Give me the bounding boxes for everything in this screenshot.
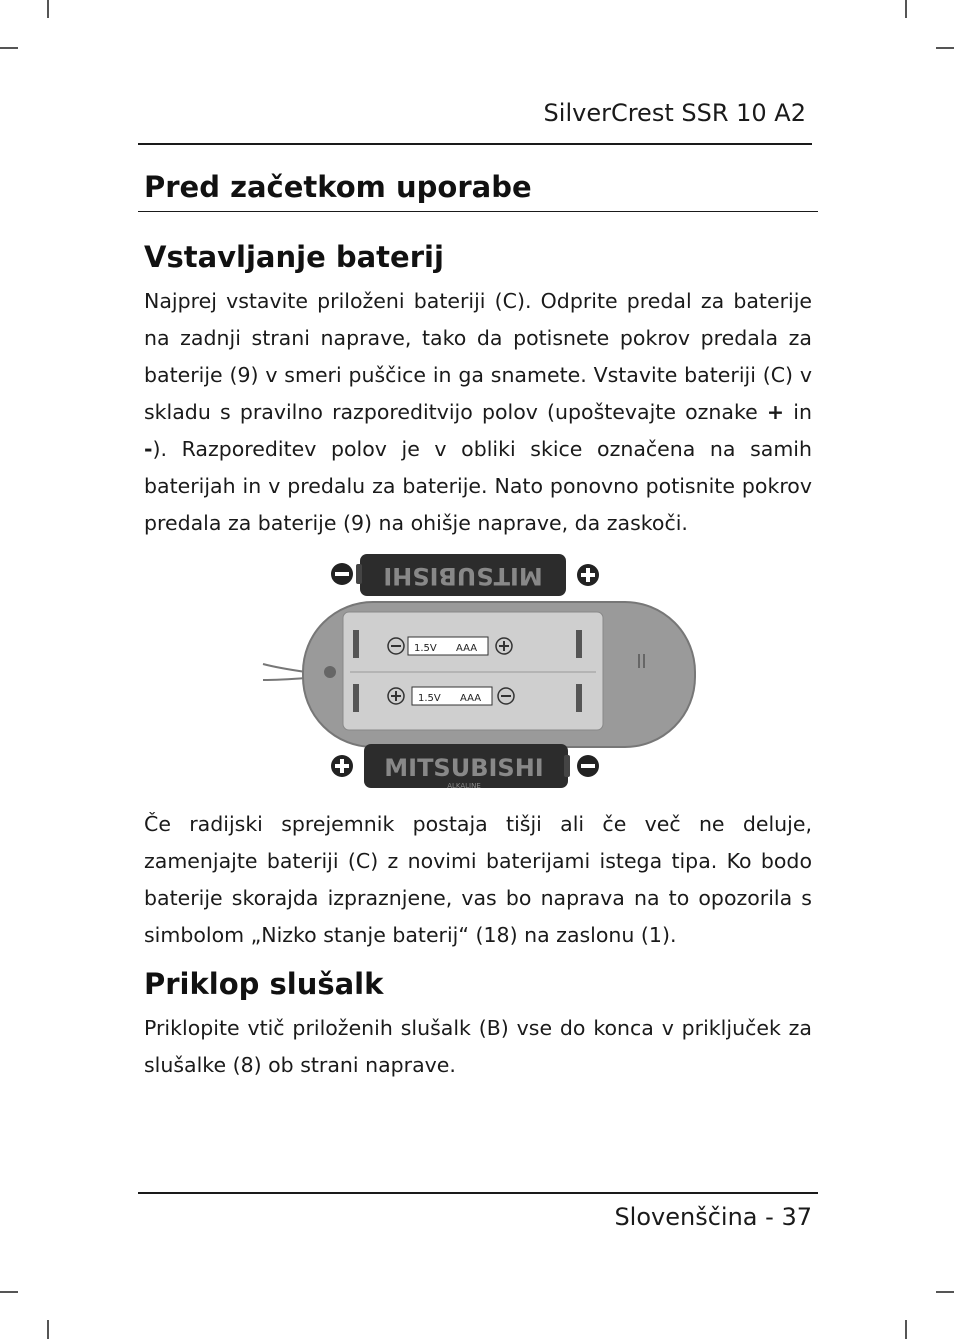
slot-type-label: AAA [456,643,478,654]
battery-paragraph-1 [144,283,812,542]
text-segment: ). Razporeditev polov je v obliki skice označena na samih baterijah in v predalu za baterije. Nato ponovno potisnite pokrov predala za baterije (9) na ohišje naprave, da zaskoči. [144,437,812,535]
battery-bottom [364,744,570,790]
plus-icon [331,755,353,777]
battery-insertion-figure [258,546,698,794]
section-title-battery: Vstavljanje baterij [144,240,444,274]
battery-top [356,554,566,596]
plus-symbol: + [766,400,785,424]
crop-mark [47,0,49,18]
footer-separator: - [765,1203,774,1231]
crop-mark [905,1320,907,1339]
header-rule [138,143,812,145]
headphones-paragraph: Priklopite vtič priloženih slušalk (B) vse do konca v priključek za slušalke (8) ob strani naprave. [144,1016,812,1077]
battery-brand-label: MITSUBISHI [383,562,543,590]
battery-brand-label: MITSUBISHI [384,754,544,782]
slot-voltage-label: 1.5V [418,693,441,704]
section-title-headphones: Priklop slušalk [144,967,384,1001]
section-title-before-use: Pred začetkom uporabe [144,170,532,204]
radio-device [303,602,695,747]
footer-language: Slovenščina [614,1203,758,1231]
crop-mark [0,47,18,49]
battery-paragraph-2: Če radijski sprejemnik postaja tišji ali če več ne deluje, zamenjajte bateriji (C) z novimi baterijami istega tipa. Ko bodo baterije skorajda izpraznjene, vas bo naprava na to opozorila s simbolom „Nizko stanje baterij“ (18) na zaslonu (1). [144,812,812,947]
crop-mark [936,1291,954,1293]
text-segment: Najprej vstavite priloženi bateriji (C). Odprite predal za baterije na zadnji strani naprave, tako da potisnete pokrov predala za baterije (9) v smeri puščice in ga snamete. Vstavite bateriji (C) v skladu s pravilno razporeditvijo polov (upoštevajte oznake [144,289,812,424]
minus-icon [577,755,599,777]
battery-sub-label: ALKALINE [447,782,481,790]
crop-mark [936,47,954,49]
minus-icon [331,563,353,585]
crop-mark [47,1320,49,1339]
page-number: 37 [781,1203,812,1231]
slot-type-label: AAA [460,693,482,704]
text-segment: in [793,400,812,424]
section-rule [138,211,818,212]
crop-mark [0,1291,18,1293]
footer-rule [138,1192,818,1194]
battery-diagram [258,546,698,794]
slot-voltage-label: 1.5V [414,643,437,654]
plus-icon [577,564,599,586]
running-header: SilverCrest SSR 10 A2 [543,99,806,127]
page-footer [614,1203,812,1231]
minus-symbol: - [144,437,153,461]
crop-mark [905,0,907,18]
